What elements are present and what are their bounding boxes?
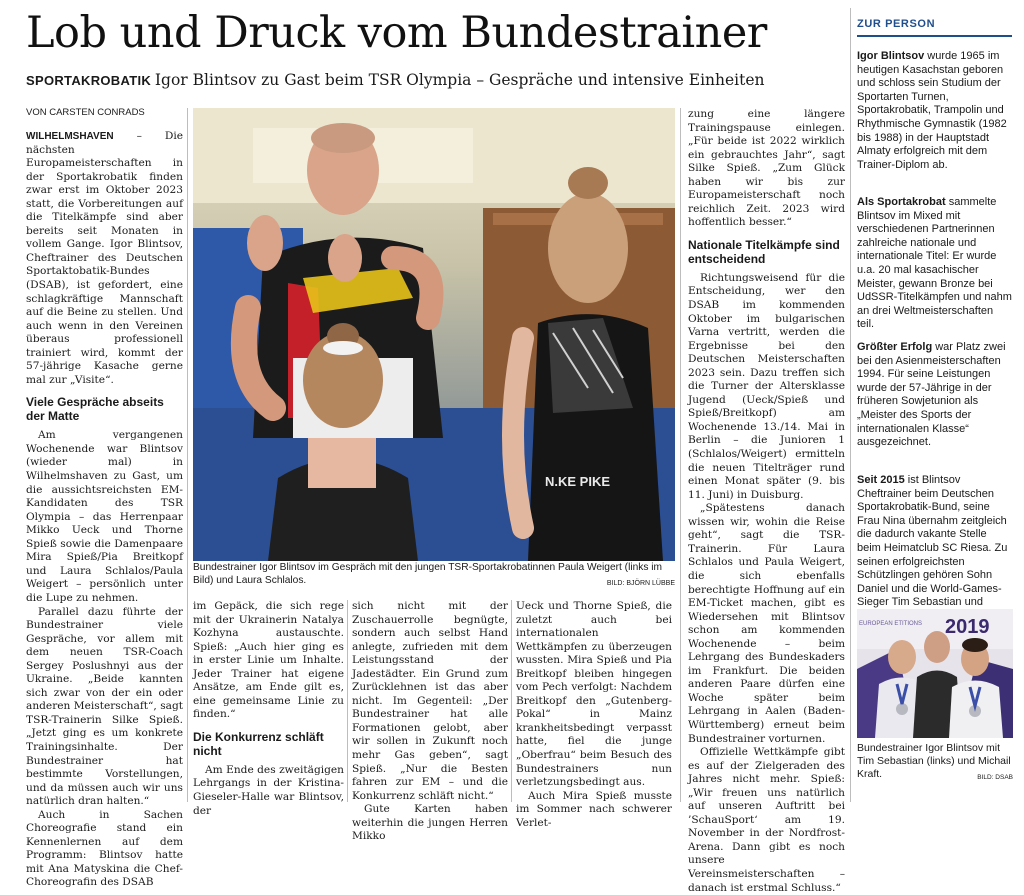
- photo-caption-text: Bundestrainer Igor Blintsov im Gespräch mit den jungen TSR-Sportakrobatinnen Paula Weigert (links im Bild) und Laura Schlalos.: [193, 562, 663, 586]
- sidebar-photo-caption-text: Bundestrainer Igor Blintsov mit Tim Sebastian (links) und Michail Kraft.: [857, 742, 1011, 780]
- sidebar-lead-1: Igor Blintsov: [857, 50, 925, 62]
- col1-paragraph-1: – Die nächsten Europameisterschaften in der Sportakrobatik finden zwar erst im Oktober 2023 statt, die Vorbereitungen auf die Titelkämpfe sind aber bereits seit Monaten in vollem Gange. Igor Blintsov, Cheftrainer des Deutschen Sportaktobatik-Bundes (DSAB), ist gefordert, eine schlagkräftige Mannschaft auf die Beine zu stellen. Und auch wenn in den Vereinen überaus professionell trainiert wird, kommt der 57-jährige Kasache gerne mal zur „Visite“.: [26, 130, 183, 386]
- col3-paragraph-2: Gute Karten haben weiterhin die jungen Herren Mikko: [352, 803, 508, 843]
- sidebar-block-2: [857, 196, 1013, 332]
- photo-credit: BILD: BJÖRN LÜBBE: [606, 580, 675, 587]
- article-column-1: [26, 130, 183, 889]
- sidebar-block-3: [857, 341, 1013, 450]
- article-column-3: [352, 600, 508, 843]
- sidebar-text-2: sammelte Blintsov im Mixed mit verschiedenen Partnerinnen zahlreiche nationale und internationale Titel: Er wurde u.a. 20 mal kasachischer Meister, gewann Bronze bei UdSSR-Titelkämpfen und nahm an drei Weltmeisterschaften teil.: [857, 196, 1012, 331]
- shirt-lettering: N.KE PIKE: [545, 474, 611, 489]
- article-column-4: [516, 600, 672, 829]
- sidebar-lead-4: Seit 2015: [857, 474, 905, 486]
- col1-paragraph-4: Auch in Sachen Choreografie stand ein Kennenlernen auf dem Programm: Blintsov hatte mit Ana Matyskina die Chef-Choreografin des DSAB: [26, 808, 183, 889]
- column-divider: [347, 600, 348, 802]
- headline: Lob und Druck vom Bundestrainer: [26, 8, 767, 58]
- subheading-konkurrenz: Die Konkurrenz schläft nicht: [193, 729, 324, 758]
- col2-paragraph-2: Am Ende des zweitägigen Lehrgangs in der Kristina-Gieseler-Halle war Blintsov, der: [193, 763, 344, 817]
- col4-paragraph-2: Auch Mira Spieß musste im Sommer nach schwerer Verlet-: [516, 789, 672, 829]
- col1-paragraph-2: Am vergangenen Wochenende war Blintsov (wieder mal) in Wilhelmshaven zu Gast, um die aussichtsreichsten EM-Kandidaten des TSR Olympia – das Herrenpaar Mikko Ueck und Thorne Spieß sowie die Damenpaare Mira Spieß/Pia Breitkopf und Laura Schlalos/Paula Weigert – persönlich unter die Lupe zu nehmen.: [26, 429, 183, 604]
- col5-paragraph-4: Offizielle Wettkämpfe gibt es auf der Zielgeraden des Jahres nicht mehr. Spieß: „Wir freuen uns natürlich auf unseren Auftritt bei ’SchauSport‘ am 19. November in der Nordfrost-Arena. Dann gibt es noch unsere Vereinsmeisterschaften – danach ist erstmal Schluss.“: [688, 746, 845, 894]
- sidebar-title: ZUR PERSON: [857, 18, 936, 30]
- sidebar-text-4: ist Blintsov Cheftrainer beim Deutschen Sportakrobatik-Bund, seine Frau Nina übernahm zeitgleich die dadurch vakante Stelle beim Heimatclub SC Riesa. Zu seinen erfolgreichsten Schützlingen gehören Sohn Daniel und die World-Games-Sieger Tim Sebastian und: [857, 474, 1008, 609]
- sidebar-photo-caption: [857, 742, 1013, 784]
- banner-text: EUROPEAN ETITIONS: [859, 621, 923, 627]
- column-divider: [680, 108, 681, 802]
- sidebar-block-1: [857, 50, 1013, 172]
- sidebar-title-rule: [857, 35, 1012, 37]
- sidebar-text-1: wurde 1965 im heutigen Kasachstan geboren und schloss sein Studium der Sportarten Turnen, Sportakrobatik, Trampolin und Rhythmische Gymnastik (1982 bis 1988) in der Hauptstadt Almaty erfolgreich mit dem Trainer-Diplom ab.: [857, 50, 1007, 171]
- col5-paragraph-2: Richtungsweisend für die Entscheidung, wer den DSAB im kommenden Oktober im bulgarischen Varna vertritt, werden die Ergebnisse bei den Deutschen Meisterschaften 2023 sein. Dazu treffen sich die Turner der Altersklasse Jugend (Ueck/Spieß und Spieß/Breitkopf) am Wochenende 13./14. Mai in Berlin – die Junioren 1 (Schlalos/Weigert) ermitteln die neuen Titelträger rund einen Monat später (9. bis 11. Juni) in Duisburg.: [688, 271, 845, 501]
- main-photo: [193, 108, 675, 561]
- col4-paragraph-1: Ueck und Thorne Spieß, die zuletzt auch bei internationalen Wettkämpfen zu überzeugen wussten. Mira Spieß und Pia Breitkopf bleiben hingegen vom Pech verfolgt: Nachdem Breitkopf den „Gutenberg-Pokal“ in Mainz krankheitsbedingt verpasst hatte, fiel die junge „Oberfrau“ beim Besuch des Bundestrainers nun verletzungsbedingt aus.: [516, 600, 672, 789]
- subheadline: Igor Blintsov zu Gast beim TSR Olympia – Gespräche und intensive Einheiten: [154, 71, 765, 89]
- kicker: SPORTAKROBATIK: [26, 73, 152, 88]
- subheadline-row: [26, 70, 841, 91]
- col5-paragraph-1: zung eine längere Trainingspause einlegen. „Für beide ist 2022 wirklich ein gebrauchtes Jahr“, sagt Silke Spieß. „Zum Glück haben wir bis zur Europameisterschaft noch reichlich Zeit. 2023 wird hoffentlich besser.“: [688, 108, 845, 229]
- sidebar-lead-3: Größter Erfolg: [857, 341, 933, 353]
- col3-paragraph-1: sich nicht mit der Zuschauerrolle begnügte, sondern auch selbst Hand anlegte, zufrieden mit dem Leistungsstand der Jadestädter. Ein Grund zum Zurücklehnen ist das aber nicht. Im Gegenteil: „Der Bundestrainer hat alle Formationen gelobt, aber wir sollen in Zukunft noch mehr Gas geben“, sagt Spieß. „Nur die Besten fahren zur EM – und die Konkurrenz schläft nicht.“: [352, 600, 508, 802]
- photo-caption: [193, 561, 675, 590]
- article-column-5: [688, 108, 845, 894]
- sidebar-photo: [857, 609, 1013, 738]
- subheading-titelkaempfe: Nationale Titelkämpfe sind entscheidend: [688, 237, 840, 266]
- sidebar-lead-2: Als Sportakrobat: [857, 196, 946, 208]
- dateline: WILHELMSHAVEN: [26, 131, 114, 142]
- article-column-2: [193, 600, 344, 817]
- col5-paragraph-3: „Spätestens danach wissen wir, wohin die Reise geht“, sagt die TSR-Trainerin. Für Laura Schlalos und Paula Weigert, die sich ebenfalls berechtigte Hoffnung auf ein EM-Ticket machen, gibt es Wiedersehen mit Blintsov schon am kommenden Wochenende – beim Lehrgang des Bundeskaders im Frankfurt. Die beiden anderen Paare dürfen eine Woche später beim Lehrgang in Aalen (Baden-Württemberg) erneut beim Bundestrainer vorturnen.: [688, 502, 845, 745]
- column-divider: [511, 600, 512, 802]
- column-divider: [187, 108, 188, 802]
- subheading-viele-gespraeche: Viele Gespräche abseits der Matte: [26, 395, 164, 424]
- sidebar-divider: [850, 8, 851, 802]
- col2-paragraph-1: im Gepäck, die sich rege mit der Ukrainerin Natalya Kozhyna austauschte. Spieß: „Auch hier ging es in erster Linie um Inhalte. Jeder Trainer hat eigene Ansätze, am Ende gilt es, eine gemeinsame Linie zu finden.“: [193, 600, 344, 721]
- sidebar-block-4: [857, 474, 1013, 624]
- sidebar-photo-credit: BILD: DSAB: [977, 774, 1013, 781]
- banner-year: 2019: [945, 616, 990, 638]
- sidebar-text-3: war Platz zwei bei den Asienmeisterschaften 1994. Für seine Leistungen wurde der 57-Jährige in der früheren Sowjetunion als „Meister des Sports der internationalen Klasse“ ausgezeichnet.: [857, 341, 1006, 449]
- byline: VON CARSTEN CONRADS: [26, 107, 145, 118]
- col1-paragraph-3: Parallel dazu führte der Bundestrainer viele Gespräche, vor allem mit dem neuen TSR-Coach Sergey Poslushnyi aus der Ukraine. „Beide kannten sich zwar von der ein oder anderen Meisterschaft“, sagt TSR-Trainerin Silke Spieß. „Jetzt ging es um konkrete Trainingsinhalte. Der Bundestrainer hat bestimmte Vorstellungen, und da müssen auch wir uns natürlich dran halten.“: [26, 605, 183, 808]
